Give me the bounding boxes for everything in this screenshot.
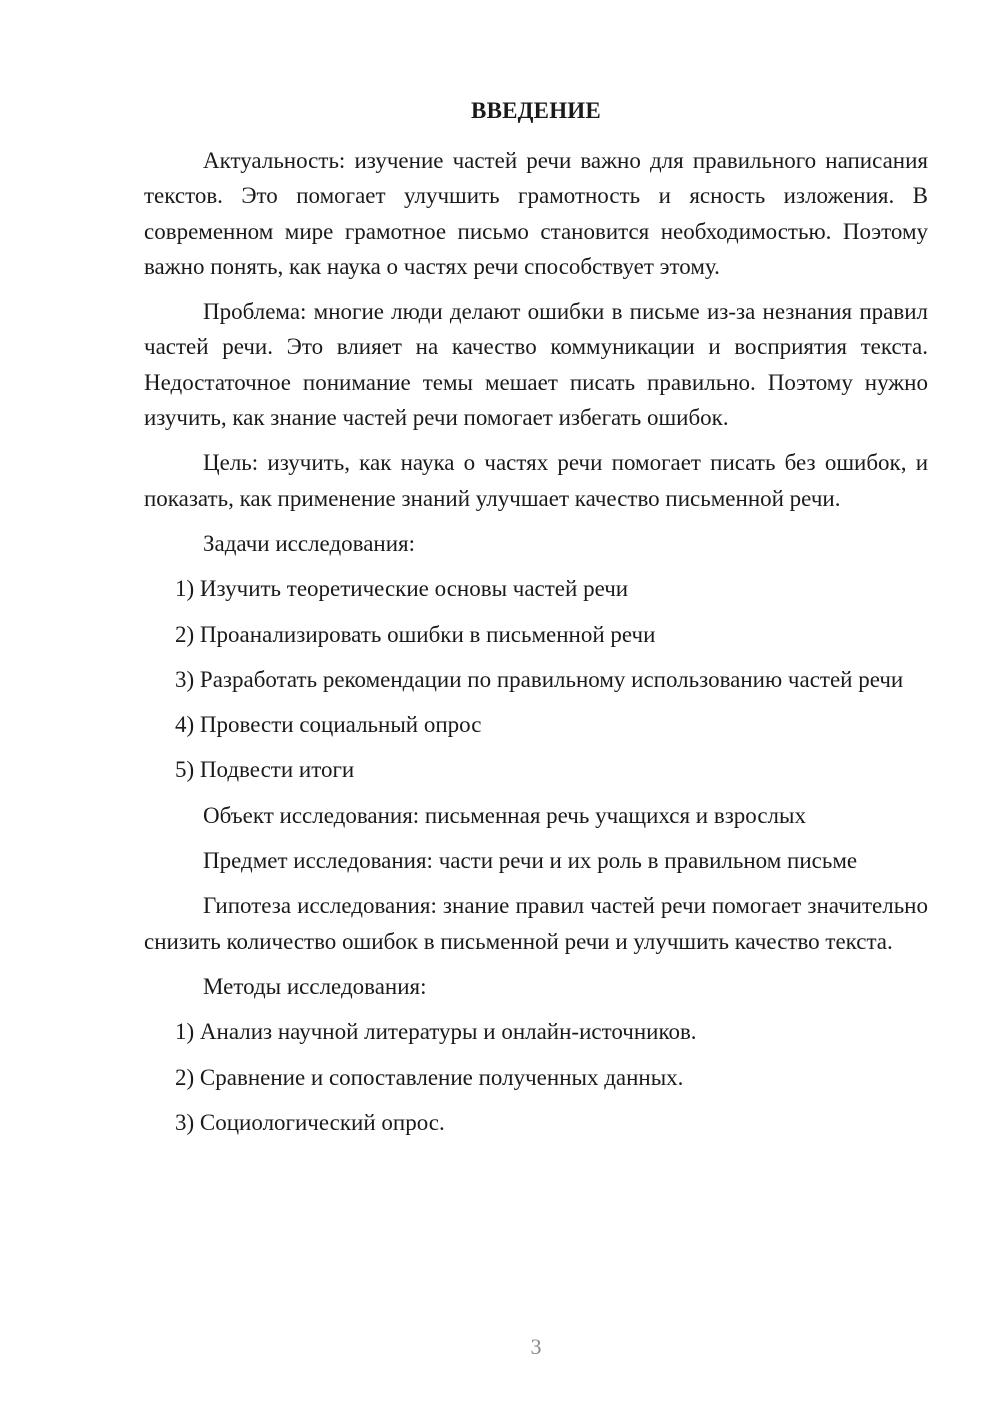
research-object: Объект исследования: письменная речь учащихся и взрослых <box>203 802 806 828</box>
page-number: 3 <box>530 1334 542 1359</box>
paragraph-goal: Цель: изучить, как наука о частях речи помогает писать без ошибок, и показать, как применение знаний улучшает качество письменной речи. <box>144 450 928 511</box>
method-item-1: 1) Анализ научной литературы и онлайн-источников. <box>175 1019 697 1045</box>
task-item-1: 1) Изучить теоретические основы частей речи <box>175 576 629 602</box>
method-item-2: 2) Сравнение и сопоставление полученных данных. <box>175 1064 684 1090</box>
task-item-3: 3) Разработать рекомендации по правильному использованию частей речи <box>175 666 904 692</box>
paragraph-relevance: Актуальность: изучение частей речи важно для правильного написания текстов. Это помогает улучшить грамотность и ясность изложения. В современном мире грамотное письмо становится необходимостью. Поэтому важно понять, как наука о частях речи способствует этому. <box>144 148 928 279</box>
task-item-5: 5) Подвести итоги <box>175 757 355 783</box>
method-item-3: 3) Социологический опрос. <box>175 1109 445 1135</box>
section-title: ВВЕДЕНИЕ <box>471 98 601 123</box>
paragraph-problem: Проблема: многие люди делают ошибки в письме из-за незнания правил частей речи. Это влияет на качество коммуникации и восприятия текста. Недостаточное понимание темы мешает писать правильно. Поэтому нужно изучить, как знание частей речи помогает избегать ошибок. <box>144 299 928 431</box>
methods-heading: Методы исследования: <box>203 973 427 999</box>
research-hypothesis: Гипотеза исследования: знание правил частей речи помогает значительно снизить количество ошибок в письменной речи и улучшить качество текста. <box>144 893 928 954</box>
document-body <box>144 143 928 1140</box>
research-subject: Предмет исследования: части речи и их роль в правильном письме <box>203 848 858 874</box>
task-item-2: 2) Проанализировать ошибки в письменной речи <box>175 621 656 647</box>
task-item-4: 4) Провести социальный опрос <box>175 712 482 738</box>
tasks-heading: Задачи исследования: <box>203 530 416 556</box>
